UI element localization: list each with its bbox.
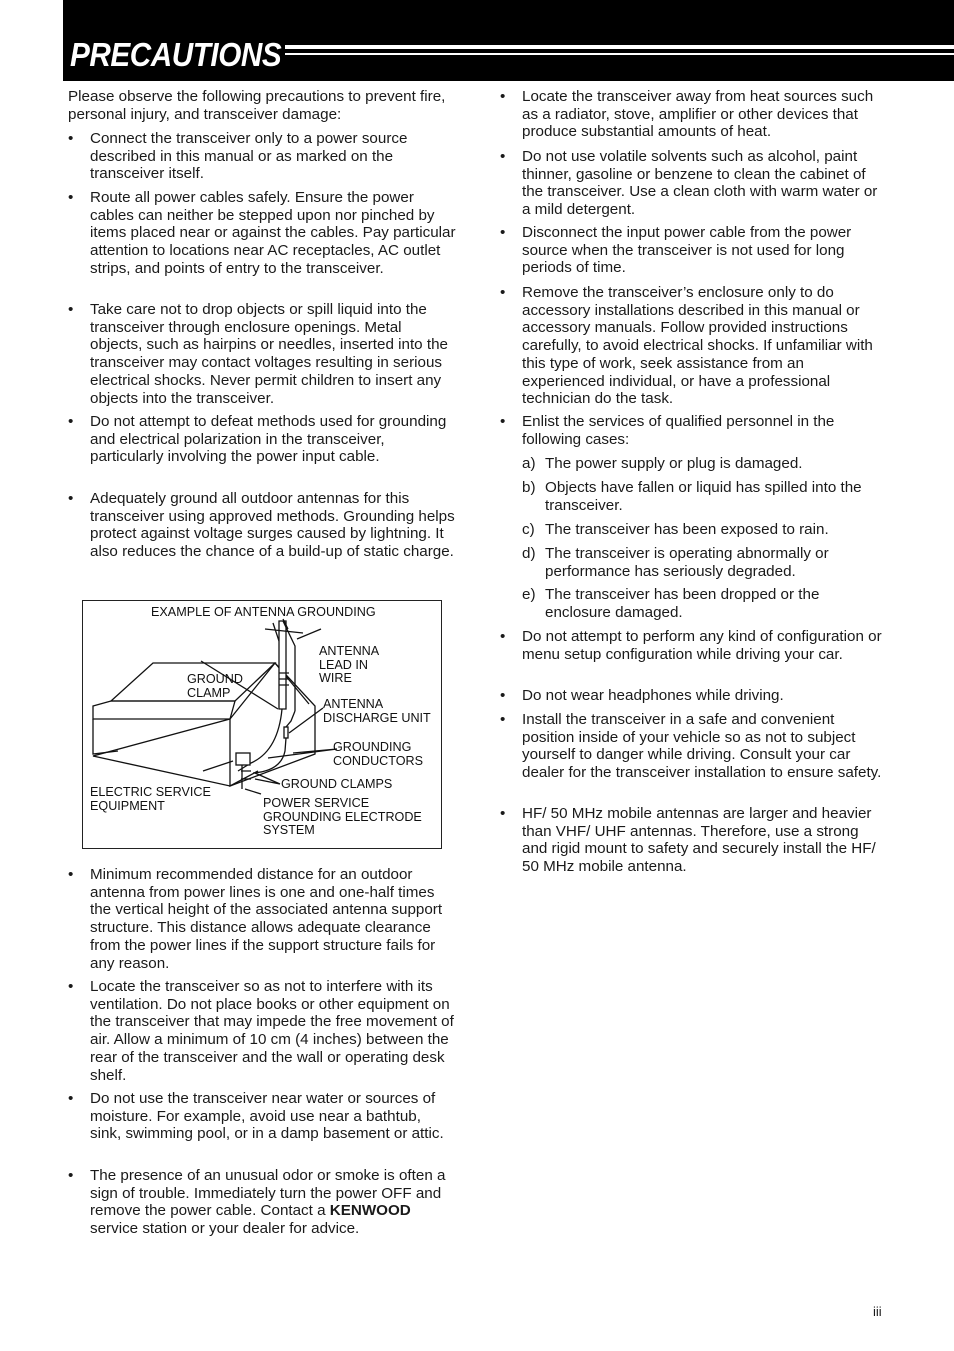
item-text <box>90 1167 456 1238</box>
bullet: • <box>68 301 74 318</box>
item-text: HF/ 50 MHz mobile antennas are larger and heavier than VHF/ UHF antennas. Therefore, use a strong and rigid mount to safety and securely install the HF/ 50 MHz mobile antenna. <box>522 805 876 876</box>
antenna-grounding-diagram <box>82 600 442 849</box>
list-item <box>500 413 888 448</box>
item-text: Do not use volatile solvents such as alcohol, paint thinner, gasoline or benzene to clean the cabinet of the transceiver. Use a clean cloth with warm water or a mild detergent. <box>522 148 878 219</box>
list-item <box>68 490 456 561</box>
label-ground-clamps: GROUND CLAMPS <box>281 777 393 791</box>
list-item <box>68 866 456 972</box>
bullet: • <box>500 628 506 645</box>
bullet: • <box>68 1167 74 1184</box>
label-ground-clamp: GROUND CLAMP <box>187 672 243 700</box>
list-item <box>68 189 456 278</box>
bullet: • <box>500 284 506 301</box>
label-grounding-conductors: GROUNDING CONDUCTORS <box>333 740 424 768</box>
case-letter: d) <box>522 545 536 562</box>
case-text: The power supply or plug is damaged. <box>545 455 803 472</box>
item-text: Minimum recommended distance for an outdoor antenna from power lines is one and one-half times the vertical height of the associated antenna support structure. This distance allows adequate clearance from the power lines if the support structure fails for any reason. <box>90 866 443 972</box>
bullet: • <box>500 224 506 241</box>
list-item <box>500 224 888 277</box>
label-discharge-unit: ANTENNA DISCHARGE UNIT <box>323 697 431 725</box>
case-letter: b) <box>522 479 536 496</box>
label-lead-in-wire: ANTENNA LEAD IN WIRE <box>319 644 379 685</box>
list-item <box>68 1167 456 1238</box>
case-item <box>522 455 888 473</box>
label-electric-service: ELECTRIC SERVICE EQUIPMENT <box>90 785 211 813</box>
item-text: Locate the transceiver so as not to interfere with its ventilation. Do not place books or other equipment on the transceiver that may impede the free movement of air. Allow a minimum of 10 cm (4 inches) between the rear of the transceiver and the wall or operating desk shelf. <box>90 978 454 1084</box>
item-text: Connect the transceiver only to a power source described in this manual or as marked on the transceiver itself. <box>90 130 408 183</box>
case-text: Objects have fallen or liquid has spilled into the transceiver. <box>545 479 862 514</box>
item-text: Adequately ground all outdoor antennas for this transceiver using approved methods. Grounding helps protect against voltage surges caused by lightning. It also reduces the chance of a build-up of static charge. <box>90 490 455 561</box>
item-text: Do not attempt to perform any kind of configuration or menu setup configuration while driving your car. <box>522 628 882 663</box>
bullet: • <box>68 189 74 206</box>
bullet: • <box>68 978 74 995</box>
case-letter: c) <box>522 521 535 538</box>
bullet: • <box>68 490 74 507</box>
bullet: • <box>500 687 506 704</box>
case-item <box>522 521 888 539</box>
list-item <box>500 805 888 876</box>
case-text: The transceiver has been dropped or the enclosure damaged. <box>545 586 820 621</box>
intro-text: Please observe the following precautions to prevent fire, personal injury, and transceiver damage: <box>68 88 446 123</box>
list-item <box>500 88 888 141</box>
item-text: Remove the transceiver’s enclosure only to do accessory installations described in this manual or accessory manuals. Follow provided instructions carefully, to avoid electrical shocks. If unfamiliar with this type of work, seek assistance from an experienced individual, or have a professional technician do the task. <box>522 284 873 408</box>
list-item <box>68 1090 456 1143</box>
bullet: • <box>500 148 506 165</box>
item-text: Enlist the services of qualified personnel in the following cases: <box>522 413 835 448</box>
item-text: Do not wear headphones while driving. <box>522 687 784 704</box>
bullet: • <box>68 866 74 883</box>
bullet: • <box>500 88 506 105</box>
item-text: Route all power cables safely. Ensure the power cables can neither be stepped upon nor pinched by items placed near or against the cables. Pay particular attention to locations near AC receptacles, AC outlet strips, and points of entry to the transceiver. <box>90 189 456 277</box>
label-power-service: POWER SERVICE GROUNDING ELECTRODE SYSTEM <box>263 796 422 837</box>
list-item <box>500 148 888 219</box>
case-letter: e) <box>522 586 536 603</box>
item-text: Do not attempt to defeat methods used for grounding and electrical polarization in the transceiver, particularly involving the power input cable. <box>90 413 447 466</box>
bullet: • <box>68 413 74 430</box>
diagram-title: EXAMPLE OF ANTENNA GROUNDING <box>151 605 376 619</box>
bullet: • <box>68 130 74 147</box>
list-item <box>68 413 456 466</box>
case-item <box>522 479 888 514</box>
text-run: The presence of an unusual odor or smoke is often a sign of trouble. Immediately turn the power OFF and remove the power cable. Contact a <box>90 1167 446 1220</box>
list-item <box>500 687 888 705</box>
page-number: iii <box>873 1304 882 1319</box>
case-text: The transceiver is operating abnormally or performance has seriously degraded. <box>545 545 829 580</box>
item-text: Disconnect the input power cable from the power source when the transceiver is not used for long periods of time. <box>522 224 852 277</box>
list-item <box>68 130 456 183</box>
case-item <box>522 545 862 580</box>
item-text: Install the transceiver in a safe and convenient position inside of your vehicle so as not to subject yourself to danger while driving. Consult your car dealer for the transceiver installation to ensure safety. <box>522 711 882 782</box>
case-letter: a) <box>522 455 536 472</box>
header-rule <box>285 53 954 55</box>
bullet: • <box>500 805 506 822</box>
case-text: The transceiver has been exposed to rain. <box>545 521 829 538</box>
item-text: Locate the transceiver away from heat sources such as a radiator, stove, amplifier or other devices that produce substantial amounts of heat. <box>522 88 874 141</box>
list-item <box>500 711 888 782</box>
bullet: • <box>68 1090 74 1107</box>
bullet: • <box>500 711 506 728</box>
brand-name: KENWOOD <box>329 1202 411 1220</box>
text-run: service station or your dealer for advice. <box>90 1220 360 1238</box>
item-text: Do not use the transceiver near water or sources of moisture. For example, avoid use near a bathtub, sink, swimming pool, or in a damp basement or attic. <box>90 1090 444 1143</box>
list-item <box>500 284 888 408</box>
bullet: • <box>500 413 506 430</box>
header-rule <box>285 45 954 49</box>
page-title: PRECAUTIONS <box>70 36 282 73</box>
list-item <box>68 301 456 407</box>
case-item <box>522 586 862 621</box>
list-item <box>68 978 456 1084</box>
list-item <box>500 628 888 663</box>
item-text: Take care not to drop objects or spill liquid into the transceiver through enclosure openings. Metal objects, such as hairpins or needles, inserted into the transceiver may contact voltages resulting in serious electrical shocks. Never permit children to insert any objects into the transceiver. <box>90 301 448 407</box>
